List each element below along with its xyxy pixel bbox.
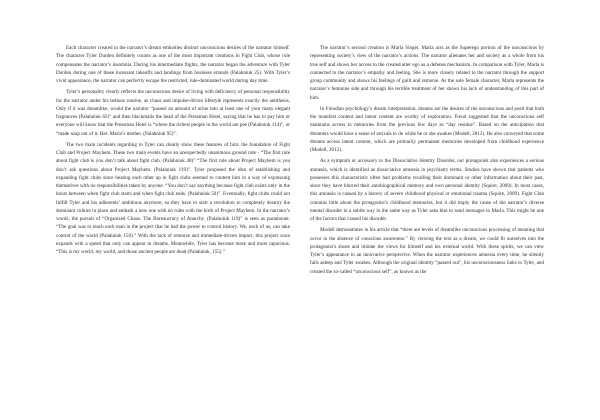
paragraph: The narrator’s second creation is Marla Singer. Marla acts as the Superego portion of the unconscious by representing society’s view of the narrator’s actions. The narrator alienates her and society as a whole from his true self and shows her access to the created alter ego as a defense mechanism. In comparison with Tyler, Marla is connected to the narrator’s empathy and feeling. She is more closely related to the narrator through the support group community and shows his feelings of guilt and remorse. As the sole female character, Marla represents the narrator’s feminine side and through his terrible treatment of her shows his lack of understanding of this part of him. (310, 45, 544, 101)
right-column (310, 44, 544, 420)
left-column (56, 44, 290, 420)
paragraph: Each character created in the narrator’s dream embodies distinct unconscious desires of the narrator himself. The character Tyler Durden definitely counts as one of the most important creations in Fight Club, whose role compensates the narrator’s insomnia. During his intermediate flights, the narrator began the adventure with Tyler Durden during one of these incessant takeoffs and landings from business errands (Palahniuk 25). With Tyler’s vivid appearance, the narrator can perfectly escape the restricted, rule-dominated world during day time. (56, 45, 290, 84)
paragraph: Tyler’s personality clearly reflects the unconscious desire of living with deficiency of personal responsibility for the narrator under his tedious routine, as chaos and impulse-driven lifestyle represents exactly the antithesis. Only if it was dreamlike, would the narrator “passed an amount of urine into at least one of your many elegant fragrances (Palahniuk 82)” and then blackmails the head of the Pressman Hotel, saying that he has to pay him or everyone will know that the Pressman Hotel is “where the richest people in the world are pee (Palahniuk 114)”, or “made soap out of it. Her. Marla’s mother. (Palahniuk 95)”. (56, 89, 290, 137)
paragraph: As a symptom or accessory to the Dissociative Identity Disorder, our protagonist also experiences a serious amnesia, which is identified as dissociative amnesia in psychiatry terms. Studies have shown that patients who possesses this characteristic often had problems recalling their dominant or other information about their past, since they have blurred their autobiographical memory and own personal identity (Squire, 2009). In most cases, this amnesia is caused by a history of severe childhood physical or emotional trauma (Squire, 2009). Fight Club contains little about the protagonist’s childhood memories, but it did imply the cause of the narrator’s diverse mental disorder in a subtle way in the same way as Tyler asks him to send messages to Marla. This might be one of the factors that caused his disorder. (310, 158, 544, 222)
paragraph: The two main incidents regarding to Tyler can clearly show these features of him: the foundation of Fight Club and Project Mayhem. These two main events have an unexpectedly unanimous ground rule - “The first rule about fight club is you don’t talk about fight club. (Palahniuk 48)” “The first rule about Project Mayhem is you don’t ask questions about Project Mayhem. (Palahniuk 119)”. Tyler proposed the idea of establishing and expanding fight clubs since beating each other up in fight clubs seemed to content him in a way of expressing themselves with no responsibilities taken by anyone. “You don’t say anything because fight club exists only in the hours between when fight club starts and when fight club ends. (Palahniuk 50)”. Eventually, fight clubs could not fulfill Tyler and his adherents’ ambitious anymore, so they have to start a revolution to completely destroy the dominant culture in place and embark a new one with no rules with the birth of Project Mayhem. In the narrator’s words, the pursuit of “Organized Chaos. The Bureaucracy of Anarchy. (Palahniuk 119)” is seen as paramount. “The goal was to teach each man in the project that he had the power to control history. We, each of us, can take control of the world (Palahniuk 156).” With the lack of remorse and immediate-driven impact, this project soon expands with a speed that only can appear in dreams. Meanwhile, Tyler has become more and more rapacious. “This is my world, my world, and those ancient people are dead (Palahniuk, 155).” (56, 141, 290, 255)
paragraph: Modell demonstrates in his article that “there are levels of dreamlike unconscious processing of meaning that occur in the absence of conscious awareness.” By viewing the text as a dream, we could fit ourselves into the protagonist’s shoes and imitate the views for himself and his external world. With these spirits, we can view Tyler’s appearance in an innovative perspective. When the narrator experiences amnesia every time, he silently falls asleep and Tyler awakes. Although the original identity “passed out”, his unconsciousness links to Tyler, and created the so-called “unconscious self”, as known as the (310, 227, 544, 275)
paragraph: In Freudian psychology’s dream interpretation, dreams are the desires of the unconscious and posit that both the manifest content and latent content are worthy of exploration. Freud suggested that the unconscious self maintains access to memories from the previous few days as “day residue”. Based on the anticipation that dreamers would have a sense of arrivals to do while he or she awakes (Modell, 2012). He also conveyed that some dreams access latent content, which are primarily permanent memories developed from childhood experience (Modell, 2012). (310, 105, 544, 153)
